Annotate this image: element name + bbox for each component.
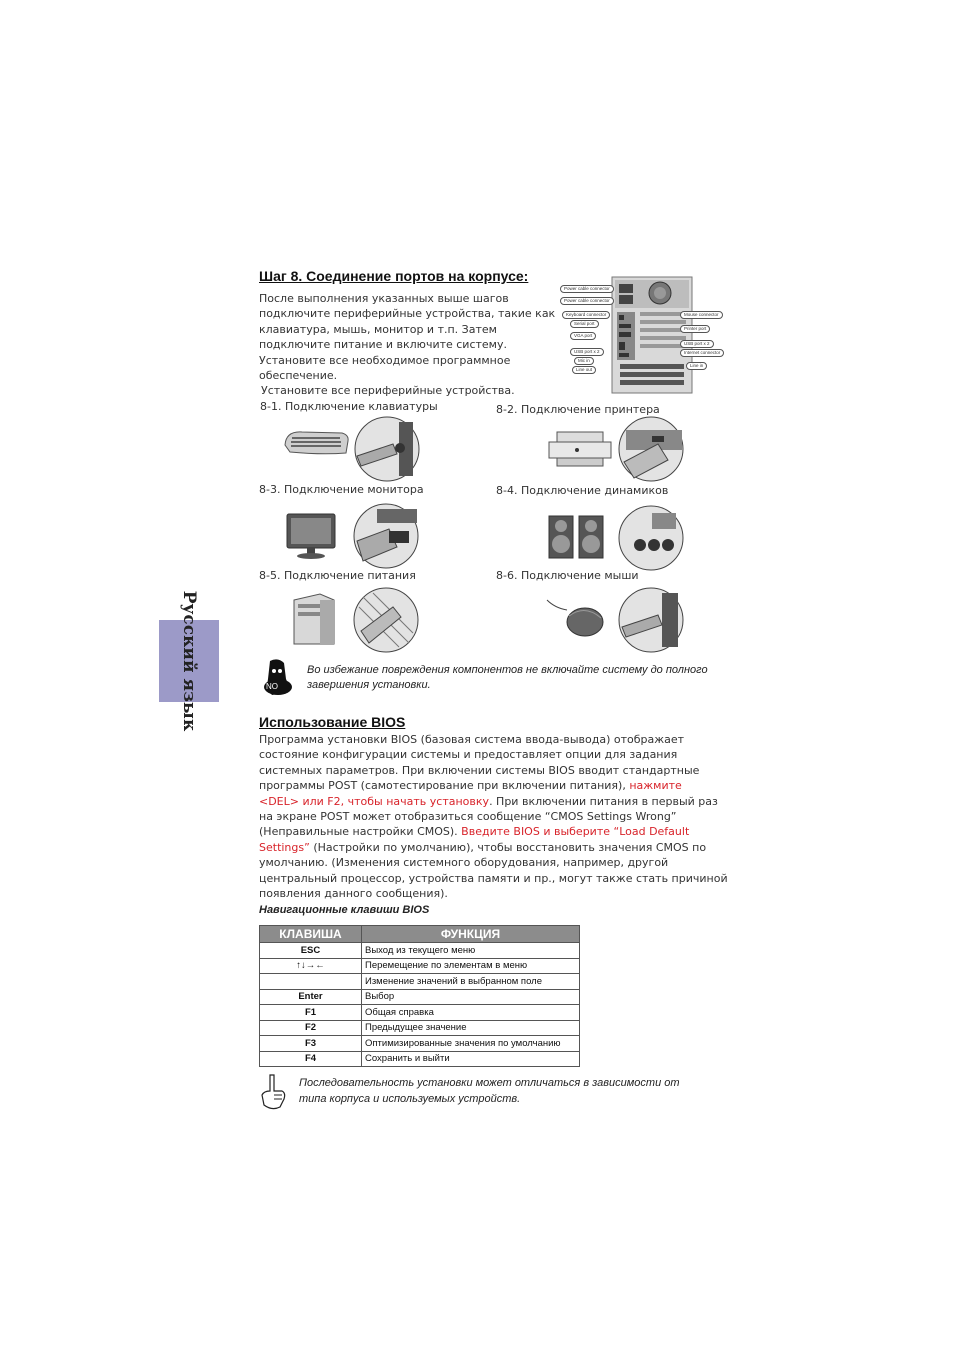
table-row xyxy=(260,958,580,974)
warning-badge: NO xyxy=(266,682,278,691)
language-side-tab-label: Русский язык xyxy=(179,590,199,732)
item-label-mouse: 8-6. Подключение мыши xyxy=(496,569,639,582)
item-label-monitor: 8-3. Подключение монитора xyxy=(259,483,424,496)
table-header-key: КЛАВИША xyxy=(260,926,362,943)
table-cell-function: Предыдущее значение xyxy=(362,1020,580,1036)
table-cell-function: Выбор xyxy=(362,989,580,1005)
callout-left: Power cable connector xyxy=(560,297,614,305)
table-cell-key: ESC xyxy=(260,943,362,959)
mouse-connector-icon xyxy=(618,587,684,653)
warning-line: Во избежание повреждения компонентов не включайте систему до полного xyxy=(307,664,708,676)
intro-line: обеспечение. xyxy=(259,369,338,383)
bios-highlight-text: Settings” xyxy=(259,840,310,854)
table-cell-key: F4 xyxy=(260,1051,362,1067)
callout-right: USB port x 2 xyxy=(680,340,714,348)
power-connector-icon xyxy=(353,587,419,653)
callout-left: Serial port xyxy=(570,320,599,328)
monitor-connector-icon xyxy=(353,503,419,569)
table-cell-key: F1 xyxy=(260,1005,362,1021)
bios-line xyxy=(259,886,739,901)
bios-text: центральный процессор, устройства памяти и пр., могут также стать причиной xyxy=(259,871,728,885)
bios-line xyxy=(259,747,739,762)
callout-right: Printer port xyxy=(680,325,710,333)
bios-text: системных параметров. При включении системы BIOS вводит стандартные xyxy=(259,763,700,777)
table-row xyxy=(260,1051,580,1067)
keyboard-connector-icon xyxy=(353,416,421,482)
step8-heading: Шаг 8. Соединение портов на корпусе: xyxy=(259,268,529,284)
step8-intro xyxy=(259,291,559,383)
callout-right: Internet connector xyxy=(680,349,724,357)
table-row xyxy=(260,989,580,1005)
table-cell-key: F3 xyxy=(260,1036,362,1052)
audio-connector-icon xyxy=(618,505,684,571)
back-panel-diagram xyxy=(560,276,720,394)
callout-right: Line in xyxy=(686,362,707,370)
intro-line: После выполнения указанных выше шагов xyxy=(259,292,509,305)
bios-line xyxy=(259,732,739,747)
callout-left: Power cable connector xyxy=(560,285,614,293)
item-label-keyboard: 8-1. Подключение клавиатуры xyxy=(260,400,438,413)
bios-nav-table-body xyxy=(260,943,580,1067)
nav-keys-title: Навигационные клавиши BIOS xyxy=(259,904,430,916)
table-row xyxy=(260,974,580,990)
warning-hand-icon xyxy=(262,657,294,699)
item-label-printer: 8-2. Подключение принтера xyxy=(496,403,660,416)
bios-nav-table xyxy=(259,925,580,1067)
printer-connector-icon xyxy=(618,416,684,482)
callout-left: USB port x 2 xyxy=(570,348,604,356)
note-line: Последовательность установки может отличаться в зависимости от xyxy=(299,1077,680,1089)
bios-text: Программа установки BIOS (базовая система ввода-вывода) отображает xyxy=(259,733,685,746)
pc-case-icon xyxy=(290,592,338,646)
speakers-icon xyxy=(547,514,607,560)
table-cell-key: F2 xyxy=(260,1020,362,1036)
table-header-function: ФУНКЦИЯ xyxy=(362,926,580,943)
bios-text: (Настройки по умолчанию), чтобы восстановить значения CMOS по xyxy=(309,840,707,854)
bios-line xyxy=(259,871,739,886)
warning-text xyxy=(307,663,708,693)
pointing-hand-icon xyxy=(258,1073,288,1111)
keyboard-icon xyxy=(282,427,350,457)
bios-line xyxy=(259,809,739,824)
bios-highlight-text: Введите BIOS и выберите “Load Default xyxy=(461,825,690,839)
intro-line: подключите питание и включите систему. xyxy=(259,338,507,352)
callout-left: Keyboard connector xyxy=(562,311,610,319)
note-line: типа корпуса и используемых устройств. xyxy=(299,1092,521,1105)
table-row xyxy=(260,943,580,959)
intro-line: подключите периферийные устройства, такие как xyxy=(259,307,556,321)
intro-line: клавиатура, мышь, монитор и т.п. Затем xyxy=(259,322,497,336)
item-label-speakers: 8-4. Подключение динамиков xyxy=(496,484,669,497)
bios-text: . При включении питания в первый раз xyxy=(489,794,718,808)
item-label-power: 8-5. Подключение питания xyxy=(259,569,416,582)
bios-highlight-text: <DEL> или F2, чтобы начать установку xyxy=(259,794,490,808)
table-cell-key: Enter xyxy=(260,989,362,1005)
bios-line xyxy=(259,855,739,870)
bios-line xyxy=(259,840,739,855)
callout-left: Mic in xyxy=(574,357,594,365)
table-cell-key xyxy=(260,974,362,990)
table-row xyxy=(260,1020,580,1036)
bios-text: состояние конфигурации системы и предоставляет опции для задания xyxy=(259,748,678,762)
callout-left: Line out xyxy=(572,366,596,374)
monitor-icon xyxy=(285,512,337,560)
bios-text: появления данного сообщения). xyxy=(259,887,448,901)
bios-highlight-text: нажмите xyxy=(629,779,682,793)
bios-text: на экране POST может отобразиться сообщение “CMOS Settings Wrong” xyxy=(259,810,677,824)
bios-line xyxy=(259,763,739,778)
bios-line xyxy=(259,824,739,839)
intro-line: Установите все необходимое программное xyxy=(259,353,511,367)
install-all-text: Установите все периферийные устройства. xyxy=(261,384,515,397)
table-cell-function: Оптимизированные значения по умолчанию xyxy=(362,1036,580,1052)
table-cell-function: Изменение значений в выбранном поле xyxy=(362,974,580,990)
table-cell-function: Выход из текущего меню xyxy=(362,943,580,959)
table-row xyxy=(260,1036,580,1052)
warning-line: завершения установки. xyxy=(307,679,431,691)
bios-line xyxy=(259,794,739,809)
note-text xyxy=(299,1076,680,1107)
table-cell-key: ↑↓→← xyxy=(260,958,362,974)
table-row xyxy=(260,1005,580,1021)
bios-paragraph xyxy=(259,732,739,901)
table-cell-function: Сохранить и выйти xyxy=(362,1051,580,1067)
table-cell-function: Общая справка xyxy=(362,1005,580,1021)
bios-line xyxy=(259,778,739,793)
mouse-icon xyxy=(545,596,607,640)
bios-text: (Неправильные настройки CMOS). xyxy=(259,825,462,839)
printer-icon xyxy=(547,430,613,468)
language-side-tab xyxy=(159,590,219,732)
bios-text: умолчанию. (Изменения системного оборудования, например, другой xyxy=(259,856,669,870)
callout-left: VGA port xyxy=(570,332,596,340)
bios-text: программы POST (самотестирование при включении питания), xyxy=(259,779,630,793)
bios-heading: Использование BIOS xyxy=(259,714,406,730)
callout-right: Mouse connector xyxy=(680,311,723,319)
table-cell-function: Перемещение по элементам в меню xyxy=(362,958,580,974)
